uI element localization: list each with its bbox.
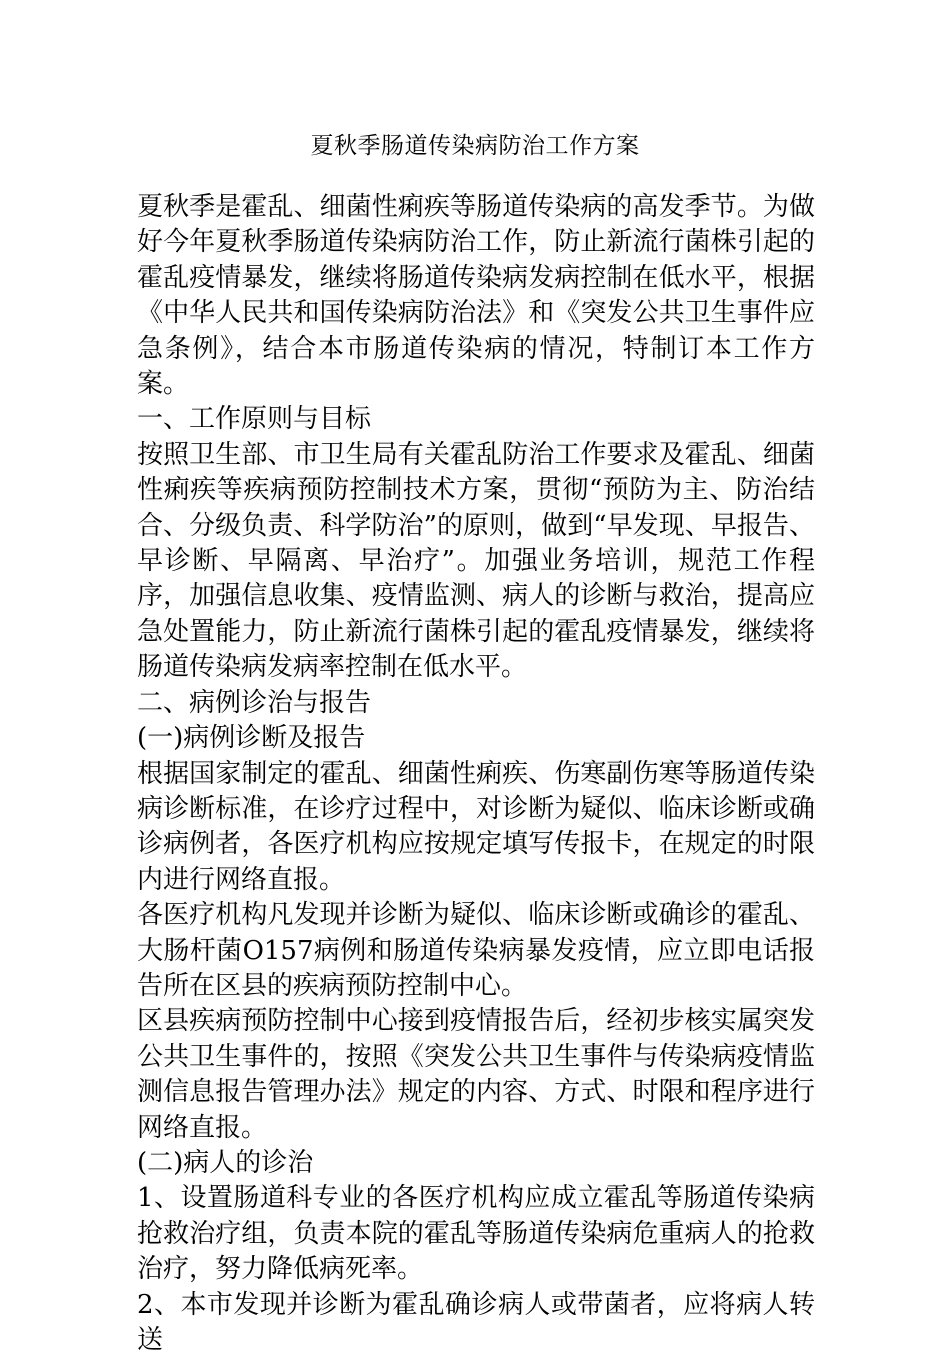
diagnosis-paragraph: 根据国家制定的霍乱、细菌性痢疾、伤寒副伤寒等肠道传染病诊断标准，在诊疗过程中，对诊断为疑似、临床诊断或确诊病例者，各医疗机构应按规定填写传报卡，在规定的时限内进行网络直报。 <box>137 758 815 895</box>
document-body <box>137 190 815 1358</box>
subsection-heading-treatment: (二)病人的诊治 <box>137 1147 314 1178</box>
medical-report-paragraph: 各医疗机构凡发现并诊断为疑似、临床诊断或确诊的霍乱、大肠杆菌O157病例和肠道传染病暴发疫情，应立即电话报告所在区县的疾病预防控制中心。 <box>137 900 815 1001</box>
subsection-heading-diagnosis: (一)病例诊断及报告 <box>137 723 366 754</box>
principles-paragraph: 按照卫生部、市卫生局有关霍乱防治工作要求及霍乱、细菌性痢疾等疾病预防控制技术方案，贯彻“预防为主、防治结合、分级负责、科学防治”的原则，做到“早发现、早报告、早诊断、早隔离、早治疗”。加强业务培训，规范工作程序，加强信息收集、疫情监测、病人的诊断与救治，提高应急处置能力，防止新流行菌株引起的霍乱疫情暴发，继续将肠道传染病发病率控制在低水平。 <box>137 439 815 683</box>
document-title: 夏秋季肠道传染病防治工作方案 <box>310 133 640 159</box>
cdc-report-paragraph: 区县疾病预防控制中心接到疫情报告后，经初步核实属突发公共卫生事件的，按照《突发公共卫生事件与传染病疫情监测信息报告管理办法》规定的内容、方式、时限和程序进行网络直报。 <box>137 1006 815 1143</box>
treatment-item-1: 1、设置肠道科专业的各医疗机构应成立霍乱等肠道传染病抢救治疗组，负责本院的霍乱等肠道传染病危重病人的抢救治疗，努力降低病死率。 <box>137 1183 815 1285</box>
section-heading-diagnosis-report: 二、病例诊治与报告 <box>137 687 372 718</box>
treatment-item-2: 2、本市发现并诊断为霍乱确诊病人或带菌者，应将病人转送 <box>137 1289 815 1355</box>
intro-paragraph: 夏秋季是霍乱、细菌性痢疾等肠道传染病的高发季节。为做好今年夏秋季肠道传染病防治工作，防止新流行菌株引起的霍乱疫情暴发，继续将肠道传染病发病控制在低水平，根据《中华人民共和国传染病防治法》和《突发公共卫生事件应急条例》，结合本市肠道传染病的情况，特制订本工作方案。 <box>137 192 815 400</box>
section-heading-principles: 一、工作原则与目标 <box>137 404 372 435</box>
